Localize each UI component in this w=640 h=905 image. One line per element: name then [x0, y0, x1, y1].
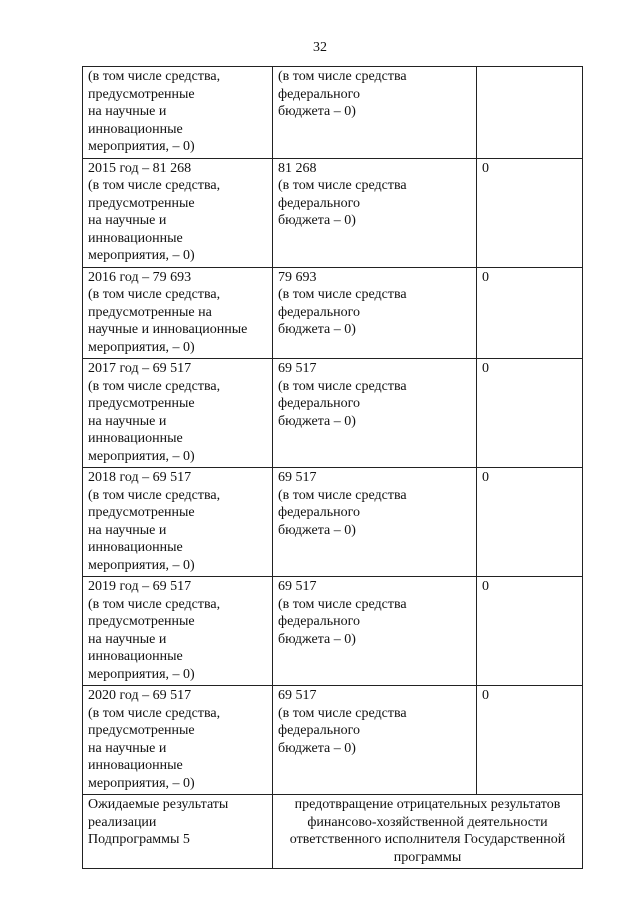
other-sources-cell: [477, 67, 583, 159]
year-total-cell: 2016 год – 79 693 (в том числе средства, предусмотренные на научные и инновационные мероприятия, – 0): [83, 267, 273, 359]
federal-budget-cell: 69 517 (в том числе средства федерального бюджета – 0): [273, 468, 477, 577]
other-sources-cell: 0: [477, 468, 583, 577]
funding-table: [82, 66, 583, 869]
year-total-cell: 2019 год – 69 517 (в том числе средства, предусмотренные на научные и инновационные мероприятия, – 0): [83, 577, 273, 686]
expected-results-text: предотвращение отрицательных результатов финансово-хозяйственной деятельности ответственного исполнителя Государственной программы: [273, 795, 583, 869]
federal-budget-cell: 69 517 (в том числе средства федерального бюджета – 0): [273, 577, 477, 686]
table-row: [83, 158, 583, 267]
expected-results-row: [83, 795, 583, 869]
federal-budget-cell: 81 268 (в том числе средства федерального бюджета – 0): [273, 158, 477, 267]
year-total-cell: (в том числе средства, предусмотренные на научные и инновационные мероприятия, – 0): [83, 67, 273, 159]
table-row: [83, 267, 583, 359]
other-sources-cell: 0: [477, 267, 583, 359]
page-number: 32: [313, 40, 327, 55]
table-row: [83, 686, 583, 795]
expected-results-label: Ожидаемые результаты реализации Подпрограммы 5: [83, 795, 273, 869]
table-row: [83, 468, 583, 577]
year-total-cell: 2015 год – 81 268 (в том числе средства, предусмотренные на научные и инновационные мероприятия, – 0): [83, 158, 273, 267]
table-row: [83, 359, 583, 468]
federal-budget-cell: 69 517 (в том числе средства федерального бюджета – 0): [273, 359, 477, 468]
year-total-cell: 2020 год – 69 517 (в том числе средства, предусмотренные на научные и инновационные мероприятия, – 0): [83, 686, 273, 795]
other-sources-cell: 0: [477, 577, 583, 686]
other-sources-cell: 0: [477, 686, 583, 795]
other-sources-cell: 0: [477, 359, 583, 468]
federal-budget-cell: 69 517 (в том числе средства федерального бюджета – 0): [273, 686, 477, 795]
table-row: [83, 67, 583, 159]
other-sources-cell: 0: [477, 158, 583, 267]
table-row: [83, 577, 583, 686]
federal-budget-cell: 79 693 (в том числе средства федерального бюджета – 0): [273, 267, 477, 359]
federal-budget-cell: (в том числе средства федерального бюджета – 0): [273, 67, 477, 159]
year-total-cell: 2018 год – 69 517 (в том числе средства, предусмотренные на научные и инновационные мероприятия, – 0): [83, 468, 273, 577]
year-total-cell: 2017 год – 69 517 (в том числе средства, предусмотренные на научные и инновационные мероприятия, – 0): [83, 359, 273, 468]
